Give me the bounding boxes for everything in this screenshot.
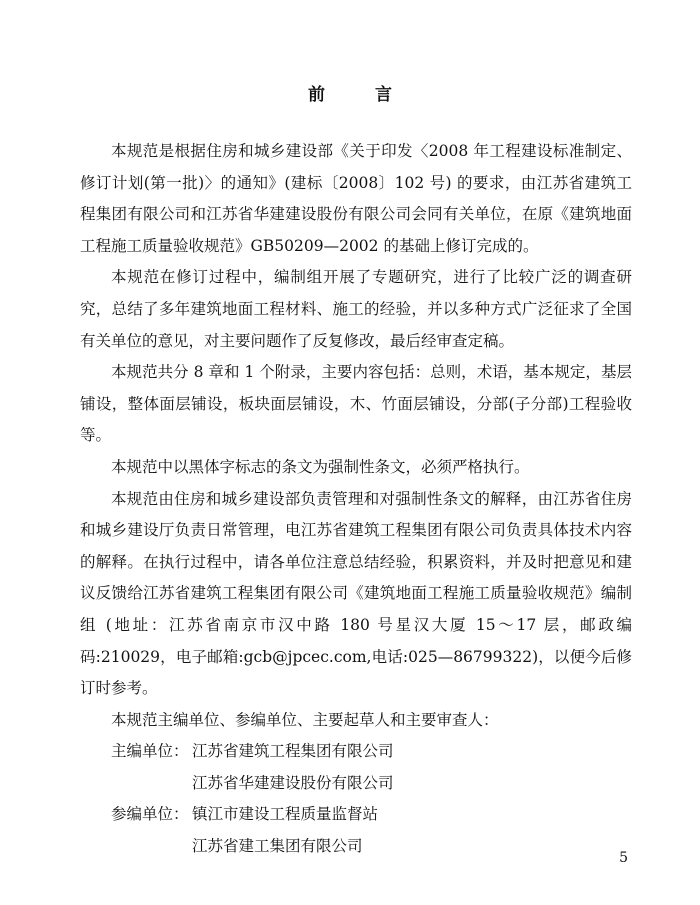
participating-unit-1: 镇江市建设工程质量监督站: [192, 805, 379, 824]
paragraph-5: 本规范由住房和城乡建设部负责管理和对强制性条文的解释，由江苏省住房和城乡建设厅负责日常管理，电江苏省建筑工程集团有限公司负责具体技术内容的解释。在执行过程中，请各单位注意总结经验，积累资料，并及时把意见和建议反馈给江苏省建筑工程集团有限公司《建筑地面工程施工质量验收规范》编制组 (地址：江苏省南京市汉中路 180 号星汉大厦 15～17 层，邮政编码:210029，电子邮箱:gcb@jpcec.com,电话:025—86799322)，以便今后修订时参考。: [80, 489, 632, 698]
paragraph-3: 本规范共分 8 章和 1 个附录，主要内容包括：总则，术语，基本规定，基层铺设，整体面层铺设，板块面层铺设，木、竹面层铺设，分部(子分部)工程验收等。: [80, 363, 632, 445]
participating-unit-line-1: [80, 799, 632, 831]
participating-unit-line-2: [80, 831, 632, 863]
paragraph-4: 本规范中以黑体字标志的条文为强制性条文，必须严格执行。: [111, 457, 530, 476]
participating-unit-2: 江苏省建工集团有限公司: [192, 837, 363, 856]
page-number: 5: [619, 850, 628, 866]
chief-unit-line-2: [80, 768, 632, 800]
document-body: [80, 136, 632, 863]
chief-unit-2: 江苏省华建建设股份有限公司: [192, 773, 394, 792]
chief-unit-line-1: [80, 736, 632, 768]
paragraph-1: 本规范是根据住房和城乡建设部《关于印发〈2008 年工程建设标准制定、修订计划(第一批)〉的通知》(建标〔2008〕102 号) 的要求，由江苏省建筑工程集团有限公司和江苏省华建建设股份有限公司会同有关单位，在原《建筑地面工程施工质量验收规范》GB50209—2002 的基础上修订完成的。: [80, 142, 632, 255]
page-title: 前 言: [308, 85, 414, 105]
chief-unit-1: 江苏省建筑工程集团有限公司: [192, 742, 394, 761]
paragraph-6: 本规范主编单位、参编单位、主要起草人和主要审查人：: [111, 710, 499, 729]
paragraph-2: 本规范在修订过程中，编制组开展了专题研究，进行了比较广泛的调查研究，总结了多年建筑地面工程材料、施工的经验，并以多种方式广泛征求了全国有关单位的意见，对主要问题作了反复修改，最后经审查定稿。: [80, 268, 632, 350]
participating-units-label: 参编单位：: [111, 805, 189, 824]
chief-units-label: 主编单位：: [111, 742, 189, 761]
